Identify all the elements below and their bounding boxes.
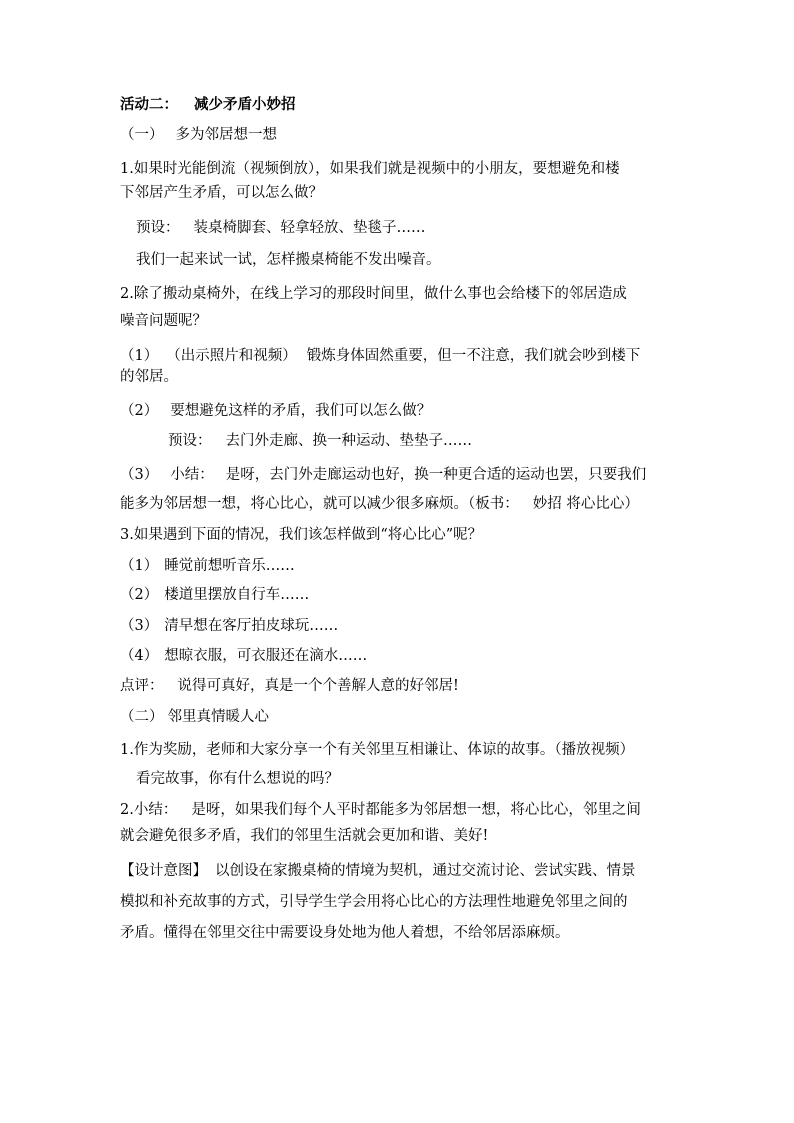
- comment-label: 点评：: [120, 678, 164, 694]
- q2-item1-line2: 的邻居。: [120, 369, 178, 385]
- preset1: [136, 218, 426, 238]
- q2-item3-number: （3）: [120, 467, 159, 483]
- question1-line2: 下邻居产生矛盾，可以怎么做？: [120, 185, 323, 201]
- q2-item1-paren: （出示照片和视频）: [166, 348, 297, 364]
- q2-item2-text: 要想避免这样的矛盾，我们可以怎么做？: [170, 403, 432, 419]
- situation-number: （1）: [120, 558, 159, 574]
- part1-title: 多为邻居想一想: [175, 127, 277, 143]
- part2-summary-line2: 就会避免很多矛盾，我们的邻里生活就会更加和谐、美好!: [120, 828, 489, 844]
- preset2: [168, 431, 472, 451]
- question2-line2: 噪音问题呢？: [120, 313, 207, 329]
- part2-summary-text: 是呀，如果我们每个人平时都能多为邻居想一想，将心比心，邻里之间: [191, 802, 641, 818]
- q2-item2-number: （2）: [120, 403, 159, 419]
- activity-heading: [120, 95, 296, 115]
- situation-number: （4）: [120, 648, 159, 664]
- q2-item3: [120, 465, 646, 485]
- activity-label: 活动二：: [120, 96, 178, 113]
- q2-item2: [120, 401, 431, 421]
- situation-number: （3）: [120, 618, 159, 634]
- situation-item: [120, 646, 367, 666]
- situation-text: 清早想在客厅拍皮球玩……: [164, 618, 339, 634]
- situation-number: （2）: [120, 587, 159, 603]
- design-intent-line2: 模拟和补充故事的方式，引导学生学会用将心比心的方法理性地避免邻里之间的: [120, 894, 628, 910]
- question1-line1: 1.如果时光能倒流（视频倒放），如果我们就是视频中的小朋友，要想避免和楼: [120, 161, 620, 177]
- preset2-label: 预设：: [168, 433, 212, 449]
- comment: [120, 676, 459, 696]
- preset1-label: 预设：: [136, 220, 180, 236]
- part1-heading: [120, 125, 277, 145]
- part2-heading: [120, 707, 269, 727]
- part2-summary: [120, 800, 641, 820]
- part1-number: （一）: [120, 127, 164, 143]
- part2-title: 邻里真情暖人心: [167, 709, 269, 725]
- situation-item: [120, 616, 338, 636]
- comment-text: 说得可真好，真是一个个善解人意的好邻居!: [177, 678, 459, 694]
- part2-summary-label: 2.小结：: [120, 802, 178, 818]
- q2-item1-number: （1）: [120, 348, 159, 364]
- situation-text: 想晾衣服，可衣服还在滴水……: [164, 648, 368, 664]
- part2-item1-line1: 1.作为奖励，老师和大家分享一个有关邻里互相谦让、体谅的故事。（播放视频）: [120, 742, 635, 758]
- q2-item3-label: 小结：: [170, 467, 214, 483]
- design-intent-label: 【设计意图】: [120, 863, 207, 879]
- preset1-text: 装桌椅脚套、轻拿轻放、垫毯子……: [193, 220, 426, 236]
- activity-title: 减少矛盾小妙招: [194, 96, 296, 113]
- situation-item: [120, 556, 295, 576]
- situation-text: 楼道里摆放自行车……: [164, 587, 310, 603]
- q2-item1: [120, 346, 640, 366]
- design-intent: [120, 861, 636, 881]
- question2-line1: 2.除了搬动桌椅外，在线上学习的那段时间里，做什么事也会给楼下的邻居造成: [120, 286, 627, 302]
- q2-item1-text: 锻炼身体固然重要，但一不注意，我们就会吵到楼下: [306, 348, 641, 364]
- situation-item: [120, 585, 309, 605]
- try-line: 我们一起来试一试，怎样搬桌椅能不发出噪音。: [136, 252, 441, 268]
- q2-item3-line2-text: 能多为邻居想一想，将心比心，就可以减少很多麻烦。（板书：: [120, 496, 519, 512]
- part2-number: （二）: [120, 709, 164, 725]
- q2-item3-line2: [120, 494, 639, 514]
- preset2-text: 去门外走廊、换一种运动、垫垫子……: [225, 433, 472, 449]
- q2-item3-text: 是呀，去门外走廊运动也好，换一种更合适的运动也罢，只要我们: [225, 467, 647, 483]
- design-intent-line1: 以创设在家搬桌椅的情境为契机，通过交流讨论、尝试实践、情景: [215, 863, 636, 879]
- board-note: 妙招 将心比心）: [532, 496, 639, 512]
- question3: 3.如果遇到下面的情况，我们该怎样做到“将心比心”呢？: [120, 527, 483, 543]
- situation-text: 睡觉前想听音乐……: [164, 558, 295, 574]
- part2-item1-line2: 看完故事，你有什么想说的吗？: [136, 771, 339, 787]
- design-intent-line3: 矛盾。懂得在邻里交往中需要设身处地为他人着想，不给邻居添麻烦。: [120, 925, 570, 941]
